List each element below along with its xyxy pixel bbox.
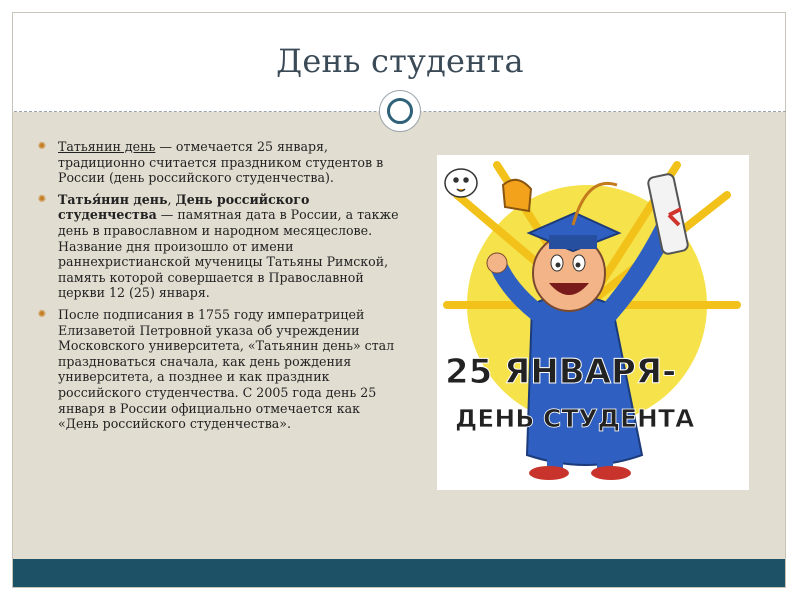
bullet-item-2 — [38, 192, 400, 301]
chick-icon — [445, 169, 477, 197]
bullet-list — [38, 139, 400, 438]
bullet-item-1 — [38, 139, 400, 186]
bullet-2-lead-2: День российского студенчества — [58, 191, 310, 223]
bullet-item-3 — [38, 307, 400, 432]
sun-bullet-icon: ✺ — [37, 308, 47, 320]
sun-bullet-icon: ✺ — [37, 193, 47, 205]
bullet-1-lead[interactable]: Татьянин день — [58, 139, 156, 154]
bullet-2-sep: , — [167, 191, 176, 207]
sun-bullet-icon: ✺ — [37, 141, 47, 152]
slide-title: День студента — [276, 42, 524, 80]
bullet-2-text: — памятная дата в России, а также день в православном и народном месяцеслове. Название дня произошло от имени раннехристианской мученицы Татьяны Римской, память которой совершается в Православной церкви 12 (25) января. — [58, 207, 399, 301]
picture-line-1: 25 ЯНВАРЯ- — [445, 352, 677, 392]
bottom-bar — [13, 559, 785, 587]
circle-ornament-inner — [387, 98, 413, 124]
student-day-picture — [437, 155, 749, 490]
bullet-3-text: После подписания в 1755 году императрицей Елизаветой Петровной указа об учреждении Московского университета, «Татьянин день» стал праздноваться сначала, как день рождения университета, а позднее и как праздник российского студенчества. С 2005 года день 25 января в России официально отмечается как «День российского студенчества». — [58, 306, 395, 432]
student-illustration — [437, 155, 749, 490]
bullet-2-lead-1: Татья́нин день — [58, 191, 168, 207]
bullet-1-text: — отмечается 25 января, традиционно считается праздником студентов в России (день российского студенчества). — [58, 139, 384, 186]
picture-line-2: ДЕНЬ СТУДЕНТА — [455, 404, 695, 433]
circle-ornament-icon — [379, 90, 421, 132]
